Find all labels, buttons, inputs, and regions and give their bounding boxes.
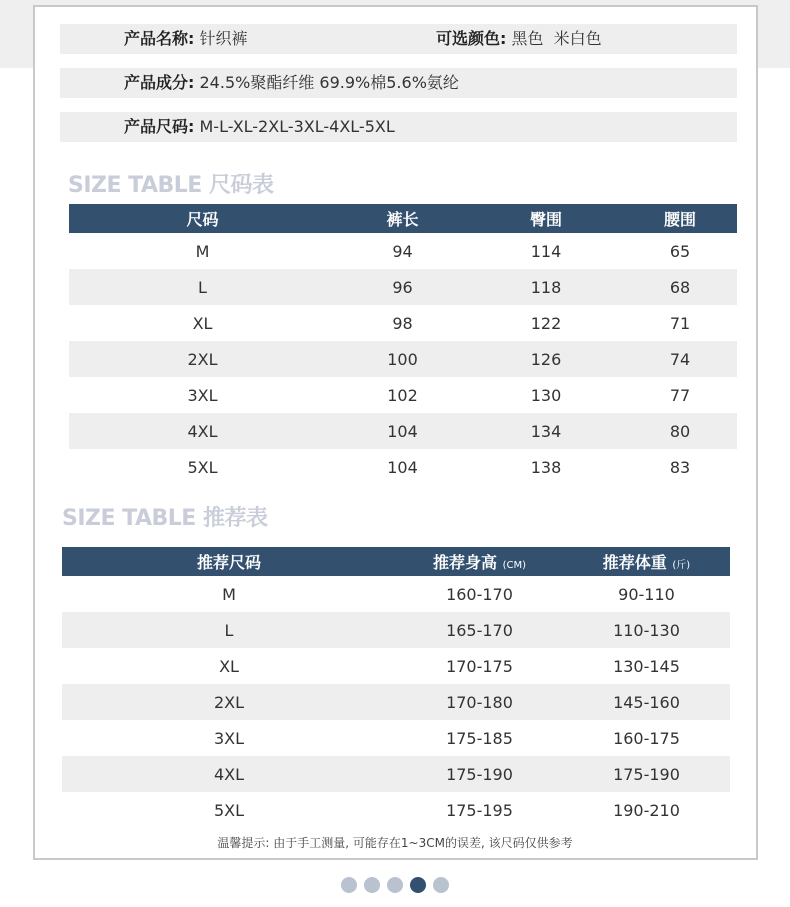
rec-height-unit: (CM)	[502, 560, 526, 571]
rec-size-cell: 4XL	[62, 756, 396, 792]
pagination-dot-2[interactable]	[364, 877, 380, 893]
size-table-row	[69, 377, 737, 413]
rec-height-cell: 175-185	[446, 728, 513, 748]
length-cell: 104	[336, 413, 469, 449]
hip-col-header: 臀围	[469, 204, 623, 233]
rec-weight-cell: 160-175	[613, 728, 680, 748]
product-name-value: 针织裤	[199, 29, 248, 48]
size-cell: 3XL	[187, 385, 218, 405]
rec-table-row	[62, 792, 730, 828]
rec-height-cell: 170-180	[396, 684, 563, 720]
size-table-row	[69, 449, 737, 485]
product-sizes	[124, 112, 395, 142]
product-name-label: 产品名称:	[124, 29, 195, 48]
size-cell: 4XL	[69, 413, 336, 449]
rec-size-col-header: 推荐尺码	[62, 547, 396, 576]
hip-cell: 126	[469, 341, 623, 377]
product-color-label: 可选颜色:	[436, 29, 507, 48]
size-col-header: 尺码	[69, 204, 336, 233]
rec-weight-unit: (斤)	[672, 560, 691, 571]
length-cell: 102	[387, 385, 418, 405]
size-table-row	[69, 305, 737, 341]
size-table-header	[69, 204, 737, 233]
rec-size-cell: 3XL	[213, 728, 245, 748]
rec-weight-cell: 145-160	[563, 684, 730, 720]
product-name	[124, 24, 248, 54]
length-cell: 100	[336, 341, 469, 377]
rec-height-cell: 175-190	[396, 756, 563, 792]
hip-cell: 114	[530, 241, 562, 261]
size-table-heading: SIZE TABLE 尺码表	[68, 173, 274, 198]
length-cell: 98	[392, 313, 413, 333]
rec-weight-cell: 175-190	[563, 756, 730, 792]
rec-weight-col-header	[563, 547, 730, 576]
length-cell: 96	[336, 269, 469, 305]
rec-weight-label: 推荐体重	[602, 553, 667, 572]
rec-table-row	[62, 720, 730, 756]
rec-height-cell: 175-195	[446, 800, 513, 820]
info-row-material	[60, 68, 737, 98]
rec-height-label: 推荐身高	[432, 553, 497, 572]
size-cell: 2XL	[69, 341, 336, 377]
hip-cell: 118	[469, 269, 623, 305]
waist-cell: 71	[669, 313, 691, 333]
product-material-value: 24.5%聚酯纤维 69.9%棉5.6%氨纶	[199, 73, 459, 92]
rec-table-row	[62, 756, 730, 792]
rec-table-heading: SIZE TABLE 推荐表	[62, 506, 268, 531]
waist-col-header: 腰围	[623, 204, 737, 233]
size-table-row	[69, 413, 737, 449]
product-sizes-label: 产品尺码:	[124, 117, 195, 136]
product-sizes-value: M-L-XL-2XL-3XL-4XL-5XL	[199, 117, 395, 136]
size-table	[69, 204, 737, 485]
length-col-header: 裤长	[336, 204, 469, 233]
product-color	[436, 24, 602, 54]
size-cell: 5XL	[187, 457, 218, 477]
recommend-table	[62, 547, 730, 828]
size-cell: M	[195, 241, 210, 261]
hip-cell: 130	[530, 385, 562, 405]
waist-cell: 65	[669, 241, 691, 261]
rec-table-row	[62, 576, 730, 612]
length-cell: 104	[387, 457, 418, 477]
rec-height-col-header	[396, 547, 563, 576]
rec-size-cell: XL	[219, 656, 239, 676]
product-material-label: 产品成分:	[124, 73, 195, 92]
measurement-note: 温馨提示: 由于手工测量, 可能存在1~3CM的误差, 该尺码仅供参考	[217, 836, 573, 850]
rec-size-cell: L	[62, 612, 396, 648]
rec-weight-cell: 110-130	[563, 612, 730, 648]
product-material	[124, 68, 459, 98]
waist-cell: 80	[623, 413, 737, 449]
size-cell: XL	[192, 313, 213, 333]
waist-cell: 74	[623, 341, 737, 377]
info-row-sizes	[60, 112, 737, 142]
rec-weight-cell: 90-110	[618, 584, 675, 604]
rec-table-row	[62, 648, 730, 684]
size-table-row	[69, 269, 737, 305]
size-table-row	[69, 233, 737, 269]
rec-height-cell: 160-170	[446, 584, 513, 604]
rec-table-header	[62, 547, 730, 576]
rec-table-row	[62, 684, 730, 720]
rec-table-row	[62, 612, 730, 648]
waist-cell: 83	[669, 457, 691, 477]
pagination-dot-5[interactable]	[433, 877, 449, 893]
hip-cell: 138	[530, 457, 562, 477]
pagination-dots	[341, 877, 449, 893]
rec-size-cell: 5XL	[213, 800, 245, 820]
size-cell: L	[69, 269, 336, 305]
rec-weight-cell: 130-145	[613, 656, 680, 676]
rec-height-cell: 165-170	[396, 612, 563, 648]
hip-cell: 122	[530, 313, 562, 333]
rec-weight-cell: 190-210	[613, 800, 680, 820]
pagination-dot-3[interactable]	[387, 877, 403, 893]
rec-size-cell: 2XL	[62, 684, 396, 720]
rec-height-cell: 170-175	[446, 656, 513, 676]
pagination-dot-1[interactable]	[341, 877, 357, 893]
hip-cell: 134	[469, 413, 623, 449]
rec-size-cell: M	[222, 584, 236, 604]
size-table-row	[69, 341, 737, 377]
length-cell: 94	[392, 241, 413, 261]
waist-cell: 77	[669, 385, 691, 405]
info-row-name-color	[60, 24, 737, 54]
waist-cell: 68	[623, 269, 737, 305]
pagination-dot-4[interactable]	[410, 877, 426, 893]
product-color-value: 黑色 米白色	[511, 29, 602, 48]
